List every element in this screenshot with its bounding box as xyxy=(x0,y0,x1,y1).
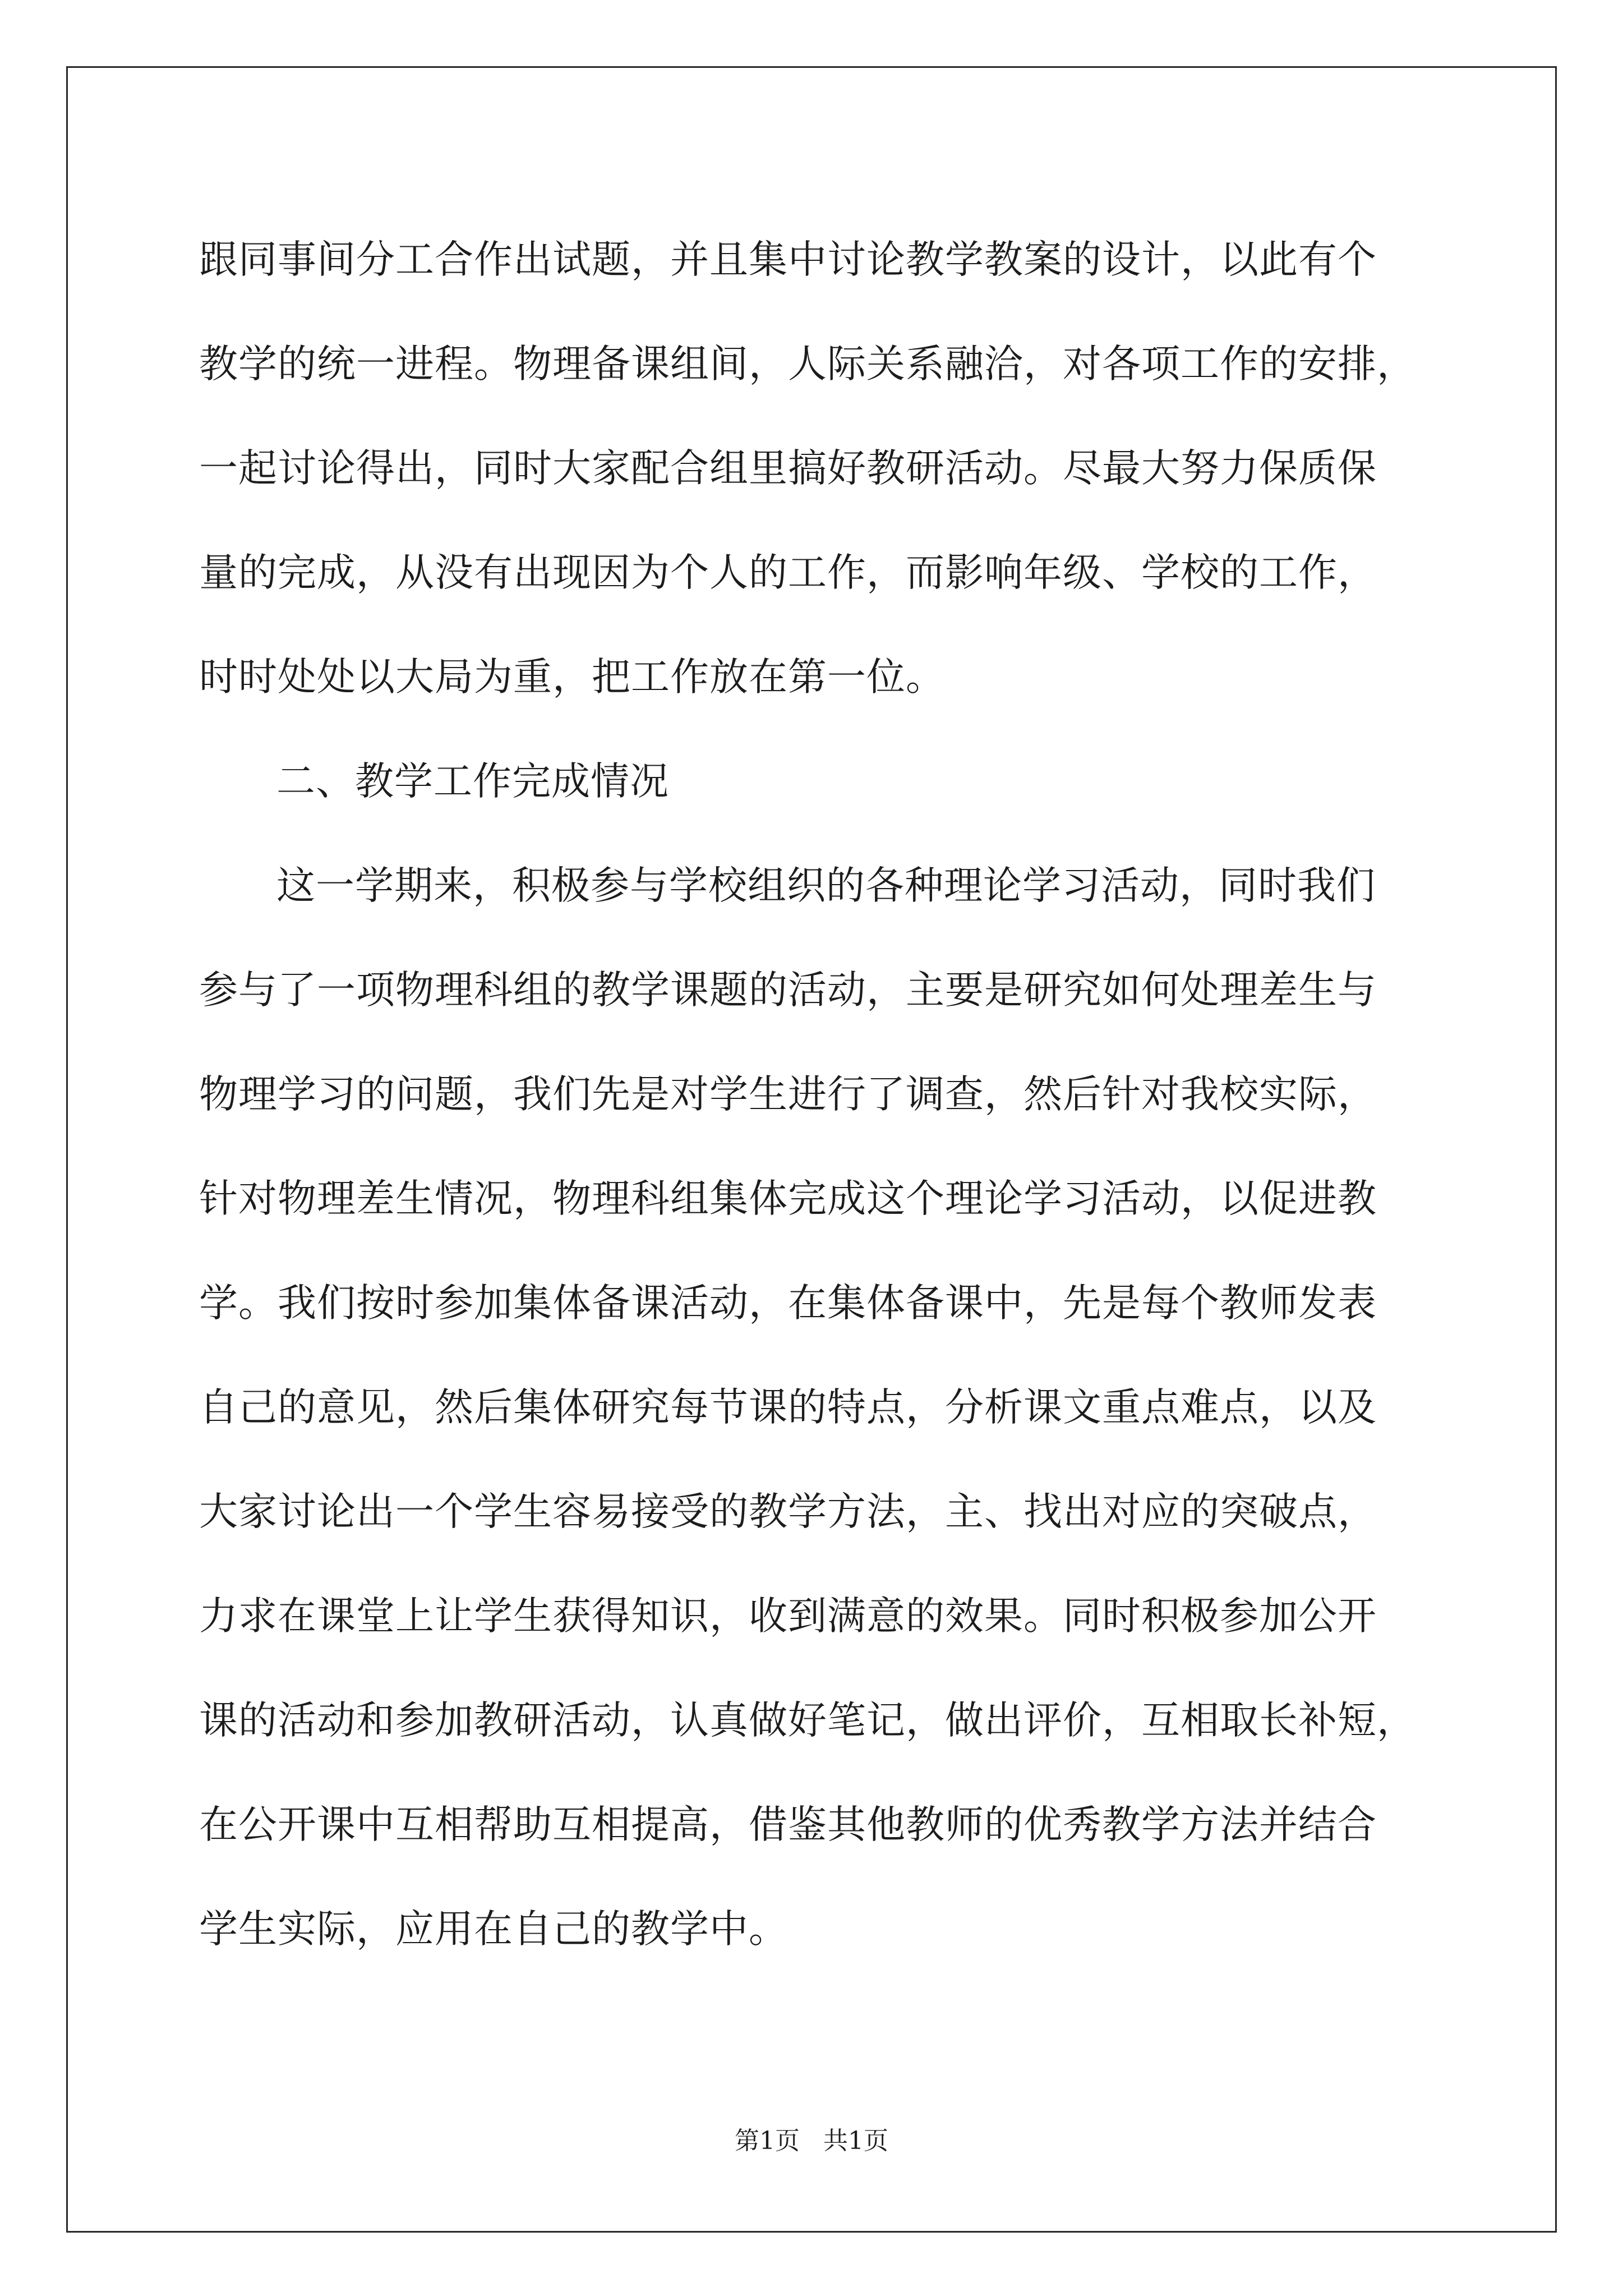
text-line: 学。我们按时参加集体备课活动，在集体备课中，先是每个教师发表 xyxy=(199,1281,1377,1326)
text-line: 时时处处以大局为重，把工作放在第一位。 xyxy=(199,655,945,700)
paragraph-start-line: 这一学期来，积极参与学校组织的各种理论学习活动，同时我们 xyxy=(276,863,1376,908)
section-heading: 二、教学工作完成情况 xyxy=(276,759,669,804)
text-line: 物理学习的问题，我们先是对学生进行了调查，然后针对我校实际， xyxy=(199,1072,1377,1117)
text-line: 学生实际，应用在自己的教学中。 xyxy=(199,1907,788,1952)
text-line: 大家讨论出一个学生容易接受的教学方法，主、找出对应的突破点， xyxy=(199,1489,1377,1534)
text-line: 在公开课中互相帮助互相提高，借鉴其他教师的优秀教学方法并结合 xyxy=(199,1802,1377,1847)
page-number-footer: 第1页 共1页 xyxy=(735,2127,888,2155)
text-line: 自己的意见，然后集体研究每节课的特点，分析课文重点难点，以及 xyxy=(199,1385,1377,1430)
text-line: 课的活动和参加教研活动，认真做好笔记，做出评价，互相取长补短， xyxy=(199,1698,1416,1743)
text-line: 量的完成，从没有出现因为个人的工作，而影响年级、学校的工作， xyxy=(199,550,1377,595)
text-line: 针对物理差生情况，物理科组集体完成这个理论学习活动，以促进教 xyxy=(199,1176,1377,1221)
text-line: 教学的统一进程。物理备课组间，人际关系融洽，对各项工作的安排， xyxy=(199,342,1416,386)
text-line: 力求在课堂上让学生获得知识，收到满意的效果。同时积极参加公开 xyxy=(199,1594,1377,1639)
text-line: 参与了一项物理科组的教学课题的活动，主要是研究如何处理差生与 xyxy=(199,968,1377,1013)
text-line: 跟同事间分工合作出试题，并且集中讨论教学教案的设计，以此有个 xyxy=(199,237,1377,282)
text-line: 一起讨论得出，同时大家配合组里搞好教研活动。尽最大努力保质保 xyxy=(199,446,1377,491)
document-body xyxy=(199,208,1433,1981)
